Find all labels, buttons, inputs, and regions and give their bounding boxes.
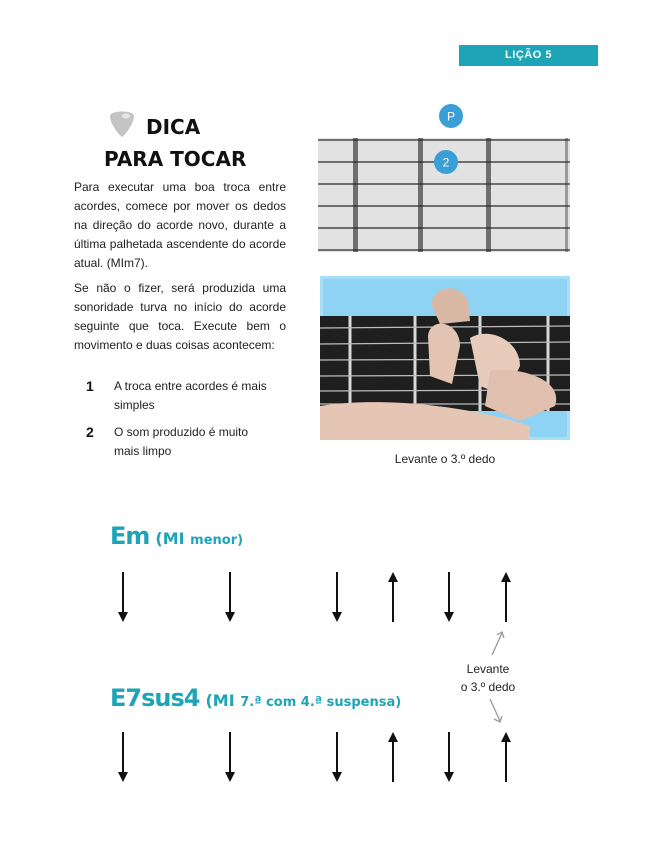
strum-up-arrow [501,572,511,622]
list-number: 2 [86,424,94,440]
tip-title-line2: PARA TOCAR [104,147,247,171]
list-item [86,377,286,415]
strum-down-arrow [225,572,235,622]
tip-paragraph-2: Se não o fizer, será produzida uma sonoridade turva no início do acorde seguinte que toca. Execute bem o movimento e duas coisas acontecem: [74,281,286,352]
strum-up-arrow [388,732,398,782]
list-text: O som produzido é muito mais limpo [114,425,249,458]
chord-description: (MI 7.ª com 4.ª suspensa) [205,691,402,710]
finger-marker-label: 2 [442,155,450,170]
chord-name: Em [110,522,150,550]
chord-title-e7sus4 [110,684,401,712]
chord-description: (MI menor) [155,529,244,548]
hand-photo [320,276,570,440]
strum-pattern-em [0,570,647,630]
list-number: 1 [86,378,94,394]
chord-diagram [318,100,573,260]
strum-up-arrow [501,732,511,782]
tip-title-line1: DICA [146,115,201,139]
strum-down-arrow [332,732,342,782]
strum-down-arrow [332,572,342,622]
chord-title-em [110,522,243,550]
strum-down-arrow [118,572,128,622]
note-line-1: Levante [466,662,510,676]
open-string-label: P [446,109,456,124]
list-item [86,423,286,461]
strum-up-arrow [388,572,398,622]
strum-down-arrow [118,732,128,782]
strum-pattern-e7sus4 [0,730,647,790]
hint-arrow-down [490,699,500,721]
strum-down-arrow [444,732,454,782]
lesson-badge: LIÇÃO 5 [459,45,598,66]
hint-arrows [480,625,520,735]
note-line-2: o 3.º dedo [460,680,516,694]
chord-name: E7sus4 [110,684,200,712]
benefits-list [86,377,286,469]
strum-down-arrow [225,732,235,782]
tip-title [100,111,260,175]
list-text: A troca entre acordes é mais simples [114,379,267,412]
tip-paragraph-1: Para executar uma boa troca entre acordes, comece por mover os dedos na direção do acorde novo, durante a última palhetada ascendente do acorde atual. (MIm7). [74,180,286,270]
strum-down-arrow [444,572,454,622]
hint-arrow-up [492,633,502,655]
photo-caption: Levante o 3.º dedo [394,452,496,466]
